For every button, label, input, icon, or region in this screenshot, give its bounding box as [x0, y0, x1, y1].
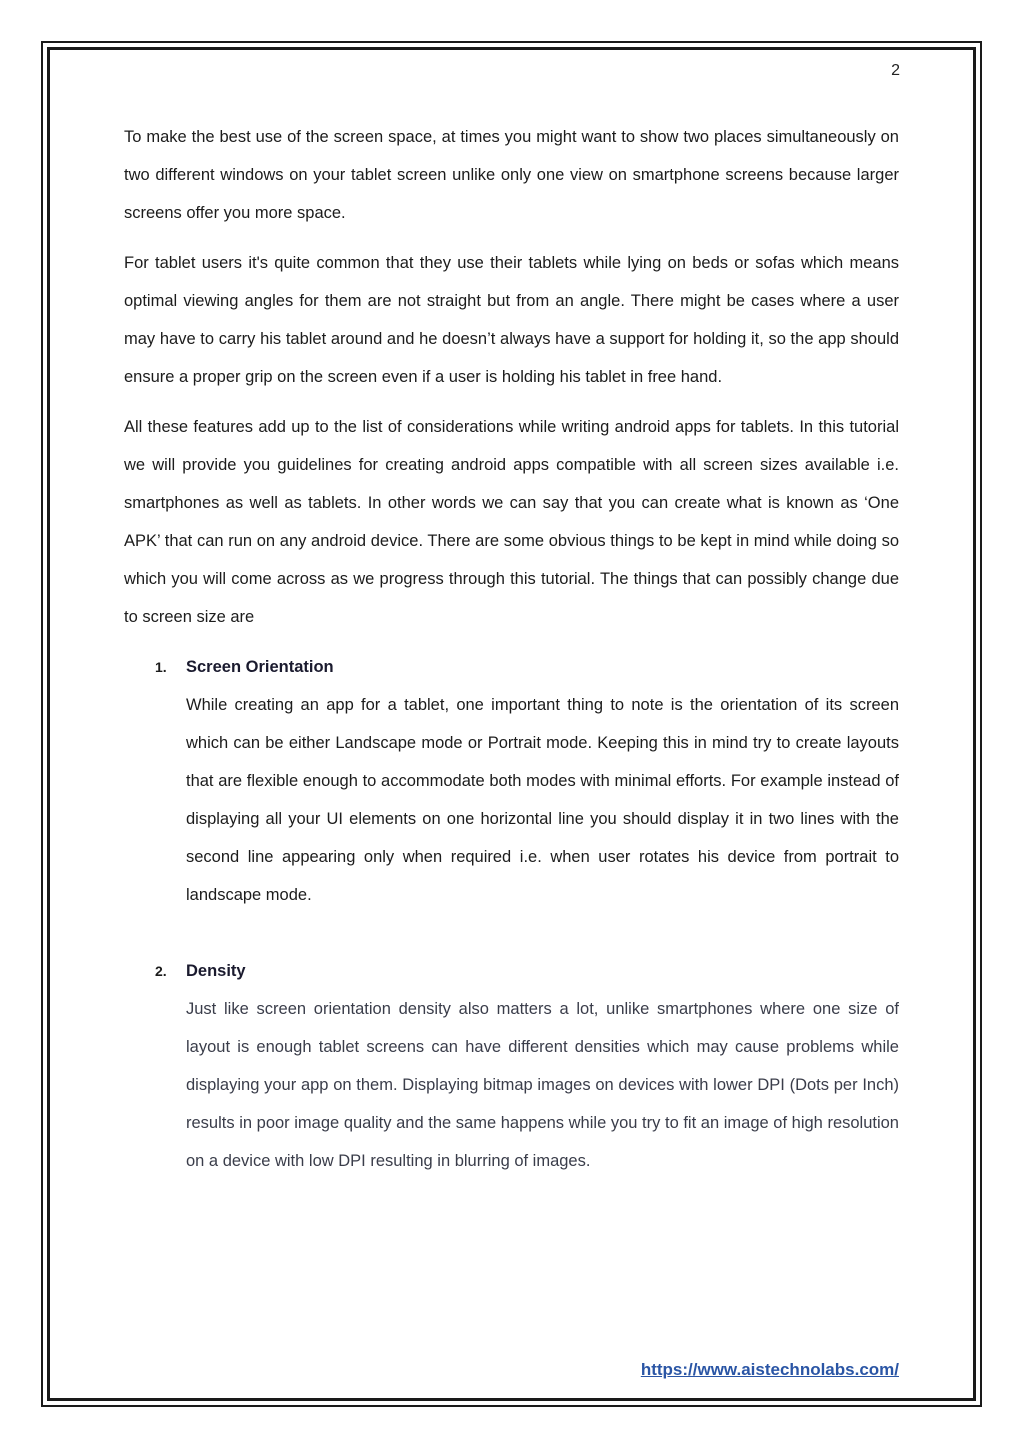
- document-body: [124, 118, 899, 1180]
- list-number: 2.: [155, 963, 167, 979]
- page-number: 2: [891, 62, 900, 79]
- paragraph-screen-space: To make the best use of the screen space, at times you might want to show two places simultaneously on two different windows on your tablet screen unlike only one view on smartphone screens because larger screens offer you more space.: [124, 128, 899, 222]
- list-body: While creating an app for a tablet, one important thing to note is the orientation of its screen which can be either Landscape mode or Portrait mode. Keeping this in mind try to create layouts that are flexible enough to accommodate both modes with minimal efforts. For example instead of displaying all your UI elements on one horizontal line you should display it in two lines with the second line appearing only when required i.e. when user rotates his device from portrait to landscape mode.: [186, 696, 899, 904]
- paragraph-tablet-users: For tablet users it's quite common that they use their tablets while lying on beds or sofas which means optimal viewing angles for them are not straight but from an angle. There might be cases where a user may have to carry his tablet around and he doesn’t always have a support for holding it, so the app should ensure a proper grip on the screen even if a user is holding his tablet in free hand.: [124, 254, 899, 386]
- list-item-density: [124, 952, 899, 1180]
- list-body: Just like screen orientation density also matters a lot, unlike smartphones where one size of layout is enough tablet screens can have different densities which may cause problems while displaying your app on them. Displaying bitmap images on devices with lower DPI (Dots per Inch) results in poor image quality and the same happens while you try to fit an image of high resolution on a device with low DPI resulting in blurring of images.: [186, 1000, 899, 1170]
- list-item-screen-orientation: [124, 648, 899, 914]
- list-heading: Density: [186, 962, 246, 980]
- footer-website-link[interactable]: https://www.aistechnolabs.com/: [640, 1360, 899, 1379]
- list-number: 1.: [155, 659, 167, 675]
- list-heading: Screen Orientation: [186, 658, 334, 676]
- paragraph-considerations: All these features add up to the list of considerations while writing android apps for tablets. In this tutorial we will provide you guidelines for creating android apps compatible with all screen sizes available i.e. smartphones as well as tablets. In other words we can say that you can create what is known as ‘One APK’ that can run on any android device. There are some obvious things to be kept in mind while doing so which you will come across as we progress through this tutorial. The things that can possibly change due to screen size are: [124, 418, 899, 626]
- list-spacer: [124, 914, 899, 952]
- considerations-list: [124, 648, 899, 1180]
